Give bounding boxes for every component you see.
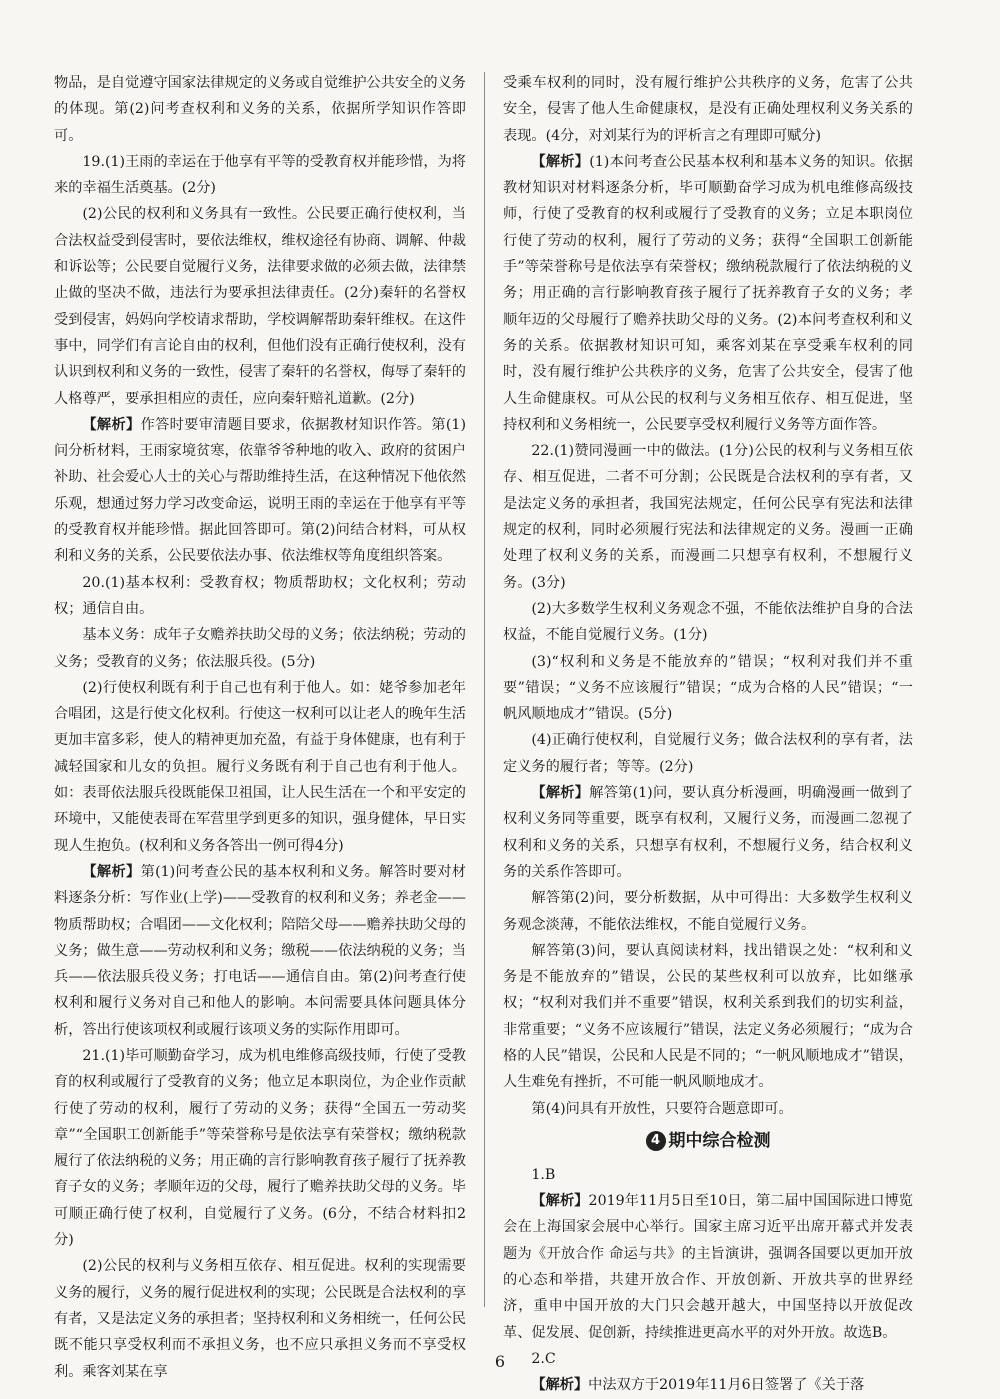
paragraph [503, 885, 913, 938]
paragraph [503, 149, 913, 438]
paragraph [54, 1043, 466, 1253]
paragraph-text: 解答第(2)问，要分析数据，从中可得出：大多数学生权利义务观念淡薄，不能依法维权，不能自觉履行义务。 [503, 890, 913, 933]
paragraph-text: (2)公民的权利与义务相互依存、相互促进。权利的实现需要义务的履行，义务的履行促进权利的实现；公民既是合法权利的享有者，又是法定义务的承担者；坚持权利和义务相统一，任何公民既不能只享受权利而不承担义务，也不应只承担义务而不享受权利。乘客刘某在享 [54, 1258, 466, 1380]
paragraph [503, 938, 913, 1096]
paragraph-text: 19.(1)王雨的幸运在于他享有平等的受教育权并能珍惜，为将来的幸福生活奠基。(2分) [54, 153, 466, 197]
paragraph-text: 物品，是自觉遵守国家法律规定的义务或自觉维护公共安全的义务的体现。第(2)问考查权利和义务的关系，依据所学知识作答即可。 [54, 75, 466, 144]
column-divider [484, 72, 485, 1307]
paragraph-text: 第(1)问考查公民的基本权利和义务。解答时要对材料逐条分析：写作业(上学)——受教育的权利和义务；养老金——物质帮助权；合唱团——文化权利；陪陪父母——赡养扶助父母的义务；做生意——劳动权利和义务；缴税——依法纳税的义务；当兵——依法服兵役义务；打电话——通信自由。第(2)问考查行使权利和履行义务对自己和他人的影响。本问需要具体问题具体分析，答出行使该项权利或履行该项义务的实际作用即可。 [54, 863, 466, 1038]
paragraph [503, 1096, 913, 1122]
paragraph-text: 20.(1)基本权利：受教育权；物质帮助权；文化权利；劳动权；通信自由。 [54, 574, 466, 617]
analysis-tag: 【解析】 [531, 785, 590, 802]
analysis-tag: 【解析】 [531, 1377, 589, 1394]
paragraph-text: (2)大多数学生权利义务观念不强，不能依法维护自身的合法权益，不能自觉履行义务。(1分) [503, 600, 913, 644]
paragraph [54, 675, 466, 859]
paragraph [503, 649, 913, 728]
paragraph [54, 622, 466, 675]
paragraph-text: 第(4)问具有开放性，只要符合题意即可。 [531, 1100, 793, 1117]
paragraph [503, 1188, 913, 1346]
paragraph-text: 基本义务：成年子女赡养扶助父母的义务；依法纳税；劳动的义务；受教育的义务；依法服兵役。(5分) [54, 627, 466, 670]
paragraph [503, 780, 913, 885]
paragraph-text: 受乘车权利的同时，没有履行维护公共秩序的义务，危害了公共安全，侵害了他人生命健康权，是没有正确处理权利义务关系的表现。(4分，对刘某行为的评析言之有理即可赋分) [503, 75, 913, 144]
paragraph-text: (4)正确行使权利，自觉履行义务；做合法权利的享有者，法定义务的履行者；等等。(2分) [503, 732, 913, 775]
paragraph-text: 作答时要审清题目要求，依据教材知识作答。第(1)问分析材料，王雨家境贫寒，依靠爷爷种地的收入、政府的贫困户补助、社会爱心人士的关心与帮助维持生活，在这种情况下他依然乐观，想通过努力学习改变命运，说明王雨的幸运在于他享有平等的受教育权并能珍惜。据此回答即可。第(2)问结合材料，可从权利和义务的关系，公民要依法办事、依法维权等角度组织答案。 [54, 416, 466, 565]
paragraph [54, 570, 466, 623]
analysis-tag: 【解析】 [82, 416, 141, 433]
paragraph [503, 70, 913, 149]
paragraph-text: 21.(1)毕可顺勤奋学习，成为机电维修高级技师，行使了受教育的权利或履行了受教育的义务；他立足本职岗位，为企业作贡献行使了劳动的权利，履行了劳动的义务；获得“全国五一劳动奖章”“全国职工创新能手”等荣誉称号是依法享有荣誉权；缴纳税款履行了依法纳税的义务；用正确的言行影响教育孩子履行了抚养教育子女的义务；孝顺年迈的父母，履行了赡养扶助父母的义务。毕可顺正确行使了权利，自觉履行了义务。(6分，不结合材料扣2分) [54, 1047, 466, 1249]
section-heading [503, 1128, 913, 1154]
analysis-tag: 【解析】 [531, 153, 590, 170]
paragraph [503, 596, 913, 649]
paragraph-text: 中法双方于2019年11月6日签署了《关于落 [588, 1377, 865, 1394]
paragraph-text: (3)“权利和义务是不能放弃的”错误；“权利对我们并不重要”错误；“义务不应该履行”错误；“成为合格的人民”错误；“一帆风顺地成才”错误。(5分) [503, 653, 913, 723]
right-column [503, 70, 913, 1399]
paragraph-text: 22.(1)赞同漫画一中的做法。(1分)公民的权利与义务相互依存、相互促进，二者不可分割；公民既是合法权利的享有者，又是法定义务的承担者，我国宪法规定，任何公民享有宪法和法律规定的权利，同时必须履行宪法和法律规定的义务。漫画一正确处理了权利义务的关系，而漫画二只想享有权利，不想履行义务。(3分) [503, 443, 913, 591]
paragraph [54, 70, 466, 149]
paragraph-text: 2.C [531, 1350, 556, 1367]
analysis-tag: 【解析】 [82, 863, 141, 880]
left-column [54, 70, 466, 1385]
paragraph-text: 1.B [531, 1166, 556, 1183]
paragraph-text: 解答第(1)问，要认真分析漫画，明确漫画一做到了权利义务同等重要，既享有权利，又履行义务，而漫画二忽视了权利和义务的关系，只想享有权利，不想履行义务，结合权利义务的关系作答即可。 [503, 785, 913, 880]
paragraph [54, 201, 466, 411]
paragraph-text: 2019年11月5日至10日，第二届中国国际进口博览会在上海国家会展中心举行。国家主席习近平出席开幕式并发表题为《开放合作 命运与共》的主旨演讲，强调各国要以更加开放的心态和举措，共建开放合作、开放创新、开放共享的世界经济，重申中国开放的大门只会越开越大，中国坚持以开放促改革、促发展、促创新，持续推进更高水平的对外开放。故选B。 [503, 1193, 913, 1341]
section-number-icon: 4 [646, 1131, 666, 1151]
paragraph [503, 438, 913, 596]
section-title: 期中综合检测 [668, 1130, 771, 1151]
paragraph-text: (2)行使权利既有利于自己也有利于他人。如：姥爷参加老年合唱团，这是行使文化权利。行使这一权利可以让老人的晚年生活更加丰富多彩，使人的精神更加充盈，有益于身体健康，也有利于减轻国家和儿女的负担。履行义务既有利于自己也有利于他人。如：表哥依法服兵役既能保卫祖国，让人民生活在一个和平安定的环境中，又能使表哥在军营里学到更多的知识，强身健体，早日实现人生抱负。(权利和义务各答出一例可得4分) [54, 679, 466, 854]
paragraph [503, 1162, 913, 1188]
paragraph [54, 859, 466, 1043]
paragraph-text: 解答第(3)问，要认真阅读材料，找出错误之处：“权利和义务是不能放弃的”错误，公民的某些权利可以放弃，比如继承权；“权利对我们并不重要”错误，权利关系到我们的切实利益，非常重要；“义务不应该履行”错误，法定义务必须履行；“成为合格的人民”错误，公民和人民是不同的；“一帆风顺地成才”错误，人生难免有挫折，不可能一帆风顺地成才。 [503, 942, 913, 1091]
paragraph [503, 727, 913, 780]
paragraph [54, 412, 466, 570]
paragraph-text: (2)公民的权利和义务具有一致性。公民要正确行使权利，当合法权益受到侵害时，要依法维权，维权途径有协商、调解、仲裁和诉讼等；公民要自觉履行义务，法律要求做的必须去做，法律禁止做的坚决不做，违法行为要承担法律责任。(2分)秦轩的名誉权受到侵害，妈妈向学校请求帮助，学校调解帮助秦轩维权。在这件事中，同学们有言论自由的权利，但他们没有正确行使权利，没有认识到权利和义务的一致性，侵害了秦轩的名誉权，侮辱了秦轩的人格尊严，要承担相应的责任，应向秦轩赔礼道歉。(2分) [54, 206, 466, 407]
paragraph [54, 149, 466, 202]
paragraph-text: (1)本问考查公民基本权利和基本义务的知识。依据教材知识对材料逐条分析，毕可顺勤奋学习成为机电维修高级技师，行使了受教育的权利或履行了受教育的义务；立足本职岗位行使了劳动的权利，履行了劳动的义务；获得“全国职工创新能手”等荣誉称号是依法享有荣誉权；缴纳税款履行了依法纳税的义务；用正确的言行影响教育孩子履行了抚养教育子女的义务；孝顺年迈的父母履行了赡养扶助父母的义务。(2)本问考查权利和义务的关系。依据教材知识可知，乘客刘某在享受乘车权利的同时，没有履行维护公共秩序的义务，危害了公共安全，侵害了他人生命健康权。可从公民的权利与义务相互依存、相互促进，坚持权利和义务相统一，公民要享受权利履行义务等方面作答。 [503, 153, 913, 433]
page-number: 6 [494, 1352, 506, 1371]
analysis-tag: 【解析】 [531, 1193, 589, 1210]
